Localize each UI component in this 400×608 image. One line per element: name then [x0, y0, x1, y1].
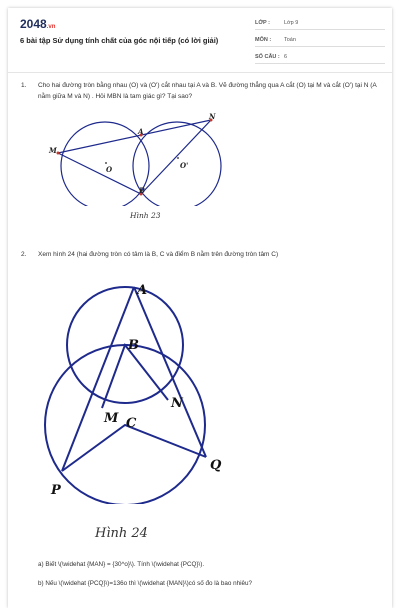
question-number: 2. — [21, 251, 27, 258]
label-m: M — [49, 146, 57, 155]
angle-pcq — [62, 425, 206, 471]
meta-value: Lớp 9 — [284, 20, 299, 26]
meta-value: 6 — [284, 54, 288, 60]
figure-24-caption: Hình 24 — [95, 526, 148, 541]
document-header — [8, 8, 392, 68]
figure-23 — [38, 106, 238, 206]
label-c: C — [126, 416, 137, 431]
line-mb — [58, 153, 141, 194]
meta-count-row — [255, 52, 385, 64]
question-text: Cho hai đường tròn bằng nhau (O) và (O') cắt nhau tại A và B. Vẽ đường thẳng qua A cắt (O) tại M và cắt (O') tại N (A nằm giữa M và N) . Hỏi MBN là tam giác gì? Tại sao? — [38, 82, 377, 100]
point-m — [57, 152, 60, 155]
meta-class-row — [255, 18, 385, 30]
question-text: Xem hình 24 (hai đường tròn có tâm là B, C và điểm B nằm trên đường tròn tâm C) — [38, 251, 279, 258]
label-b: B — [128, 338, 139, 353]
angle-mbn — [102, 345, 168, 408]
figure-23-caption: Hình 23 — [130, 211, 161, 220]
label-n: N — [209, 112, 216, 121]
line-aq — [134, 287, 206, 457]
center-o — [105, 162, 107, 164]
line-ap — [62, 287, 134, 471]
question-number: 1. — [21, 82, 27, 89]
label-m: M — [104, 411, 119, 426]
brand-logo[interactable]: 2048.vn — [20, 17, 56, 31]
label-b: B — [139, 186, 145, 195]
meta-key: LỚP : — [255, 20, 270, 26]
meta-value: Toán — [284, 37, 296, 43]
page-title: 6 bài tập Sử dụng tính chất của góc nội tiếp (có lời giải) — [20, 36, 219, 45]
label-a: A — [138, 127, 144, 136]
label-p: P — [51, 483, 61, 498]
label-a: A — [137, 283, 148, 298]
question-part-b: b) Nếu \(\widehat {PCQ}\)=136o thì \(\widehat {MAN}\)có số đo là bao nhiêu? — [38, 580, 253, 587]
document-sheet — [8, 8, 392, 608]
line-mn — [58, 120, 211, 153]
label-o-prime: O' — [180, 161, 189, 170]
meta-key: MÔN : — [255, 37, 272, 43]
figure-24 — [36, 274, 236, 504]
meta-subject-row — [255, 35, 385, 47]
line-bn — [141, 120, 211, 194]
meta-key: SỐ CÂU : — [255, 54, 280, 60]
header-divider — [8, 72, 392, 73]
circle-o — [61, 122, 149, 206]
label-q: Q — [210, 458, 222, 473]
label-o: O — [106, 165, 113, 174]
center-o-prime — [177, 157, 179, 159]
circle-o-prime — [133, 122, 221, 206]
question-part-a: a) Biết \(\widehat {MAN} = {30^o}\). Tính \(\widehat {PCQ}\). — [38, 561, 205, 568]
label-n: N — [171, 396, 183, 411]
